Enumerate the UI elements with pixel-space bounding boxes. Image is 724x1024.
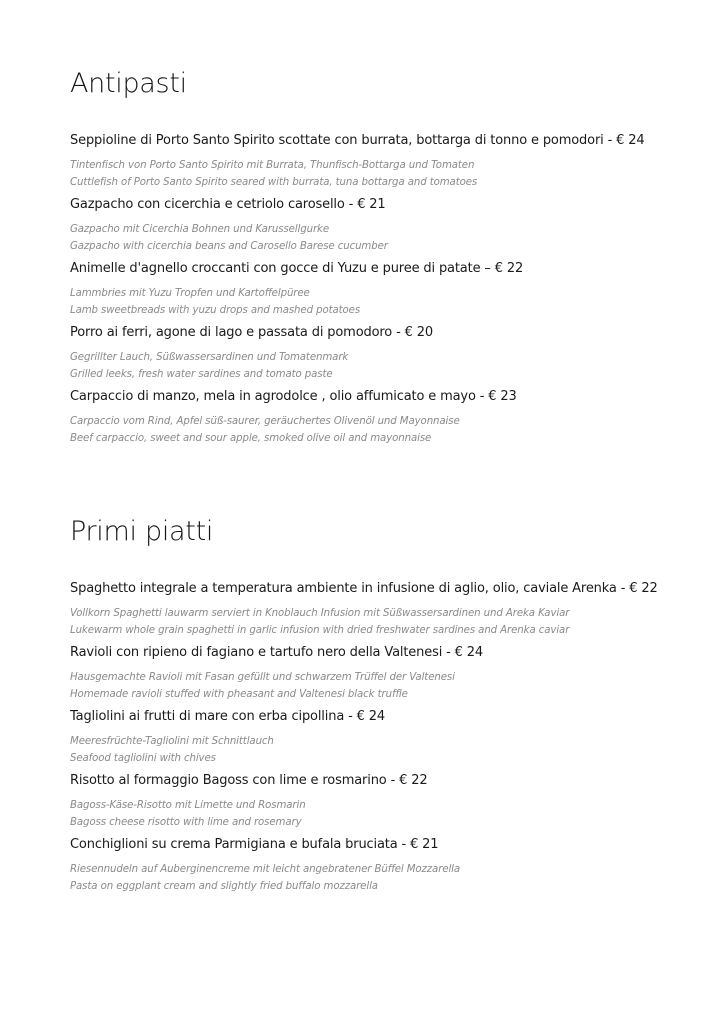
menu-item — [70, 388, 700, 447]
dish-description-de: Tintenfisch von Porto Santo Spirito mit Burrata, Thunfisch-Bottarga und Tomaten — [70, 160, 475, 171]
dish-description-de: Gegrillter Lauch, Süßwassersardinen und Tomatenmark — [70, 352, 349, 363]
dish-description-en: Grilled leeks, fresh water sardines and tomato paste — [70, 368, 333, 380]
dish-description-de: Riesennudeln auf Auberginencreme mit leicht angebratener Büffel Mozzarella — [70, 864, 461, 875]
menu-item — [70, 836, 700, 895]
dish-description — [70, 798, 700, 831]
dish-name: Porro ai ferri, agone di lago e passata di pomodoro - € 20 — [70, 325, 433, 340]
menu-items — [70, 580, 700, 895]
dish-description-de: Vollkorn Spaghetti lauwarm serviert in Knoblauch Infusion mit Süßwassersardinen und Areka Kaviar — [70, 608, 570, 619]
dish-description-en: Homemade ravioli stuffed with pheasant and Valtenesi black truffle — [70, 688, 408, 700]
menu-items — [70, 132, 700, 447]
dish-description — [70, 222, 700, 255]
dish-description-de: Carpaccio vom Rind, Apfel süß-saurer, geräuchertes Olivenöl und Mayonnaise — [70, 416, 460, 427]
dish-description-de: Lammbries mit Yuzu Tropfen und Kartoffelpüree — [70, 288, 310, 299]
menu-item — [70, 580, 700, 639]
dish-name: Seppioline di Porto Santo Spirito scottate con burrata, bottarga di tonno e pomodori - € 24 — [70, 133, 645, 148]
dish-description — [70, 350, 700, 383]
section-antipasti — [70, 68, 700, 447]
dish-description — [70, 670, 700, 703]
dish-name: Risotto al formaggio Bagoss con lime e rosmarino - € 22 — [70, 773, 428, 788]
dish-name: Gazpacho con cicerchia e cetriolo carosello - € 21 — [70, 197, 386, 212]
dish-description-en: Gazpacho with cicerchia beans and Carosello Barese cucumber — [70, 240, 388, 252]
dish-description-en: Beef carpaccio, sweet and sour apple, smoked olive oil and mayonnaise — [70, 432, 432, 444]
dish-name: Animelle d'agnello croccanti con gocce di Yuzu e puree di patate – € 22 — [70, 261, 524, 276]
dish-description — [70, 286, 700, 319]
dish-description — [70, 606, 700, 639]
section-primi-piatti — [70, 516, 700, 895]
dish-description — [70, 862, 700, 895]
dish-description-en: Seafood tagliolini with chives — [70, 752, 216, 764]
dish-description-de: Bagoss-Käse-Risotto mit Limette und Rosmarin — [70, 800, 306, 811]
dish-name: Spaghetto integrale a temperatura ambiente in infusione di aglio, olio, caviale Arenka - € 22 — [70, 581, 658, 596]
dish-description-de: Gazpacho mit Cicerchia Bohnen und Karussellgurke — [70, 224, 330, 235]
dish-name: Conchiglioni su crema Parmigiana e bufala bruciata - € 21 — [70, 837, 439, 852]
dish-name: Carpaccio di manzo, mela in agrodolce , olio affumicato e mayo - € 23 — [70, 389, 517, 404]
dish-description-en: Bagoss cheese risotto with lime and rosemary — [70, 816, 302, 828]
dish-name: Tagliolini ai frutti di mare con erba cipollina - € 24 — [70, 709, 385, 724]
menu-item — [70, 260, 700, 319]
section-title: Primi piatti — [70, 516, 214, 547]
menu-item — [70, 644, 700, 703]
menu-item — [70, 196, 700, 255]
dish-description-en: Cuttlefish of Porto Santo Spirito seared with burrata, tuna bottarga and tomatoes — [70, 176, 478, 188]
menu-item — [70, 772, 700, 831]
dish-description — [70, 414, 700, 447]
dish-description — [70, 158, 700, 191]
dish-description-en: Lukewarm whole grain spaghetti in garlic infusion with dried freshwater sardines and Arenka caviar — [70, 624, 570, 636]
section-title: Antipasti — [70, 68, 187, 99]
dish-name: Ravioli con ripieno di fagiano e tartufo nero della Valtenesi - € 24 — [70, 645, 484, 660]
menu-item — [70, 132, 700, 191]
dish-description-de: Hausgemachte Ravioli mit Fasan gefüllt und schwarzem Trüffel der Valtenesi — [70, 672, 455, 683]
dish-description — [70, 734, 700, 767]
dish-description-en: Pasta on eggplant cream and slightly fried buffalo mozzarella — [70, 880, 378, 892]
dish-description-en: Lamb sweetbreads with yuzu drops and mashed potatoes — [70, 304, 361, 316]
dish-description-de: Meeresfrüchte-Tagliolini mit Schnittlauch — [70, 736, 274, 747]
menu-item — [70, 708, 700, 767]
menu-item — [70, 324, 700, 383]
